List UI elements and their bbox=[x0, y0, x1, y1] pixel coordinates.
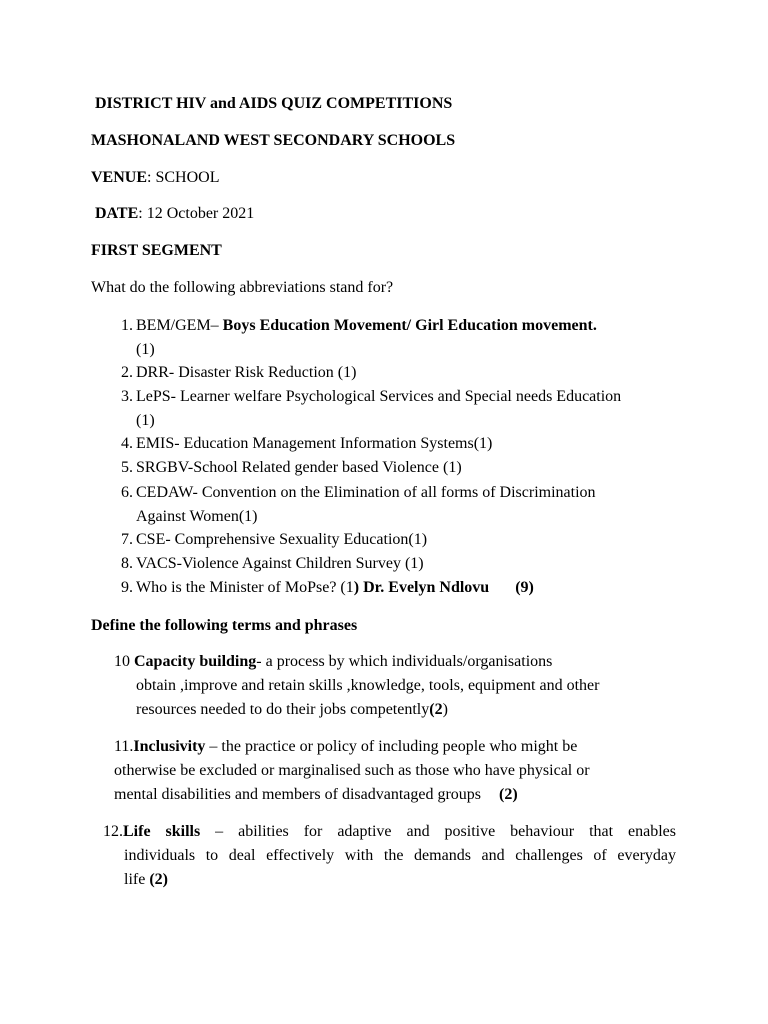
list-item: BEM/GEM– Boys Education Movement/ Girl Education movement. (1) bbox=[136, 317, 597, 358]
list-item: EMIS- Education Management Information Systems(1) bbox=[136, 435, 493, 452]
list-item: SRGBV-School Related gender based Violence (1) bbox=[136, 459, 462, 476]
list-item: CEDAW- Convention on the Elimination of all forms of Discrimination Against Women(1) bbox=[136, 484, 596, 525]
list-item-number: 5. bbox=[121, 459, 133, 476]
list-item: VACS-Violence Against Children Survey (1) bbox=[136, 555, 424, 572]
document-title: DISTRICT HIV and AIDS QUIZ COMPETITIONS bbox=[95, 95, 453, 112]
definition-line: otherwise be excluded or marginalised such as those who have physical or bbox=[114, 762, 590, 779]
list-item-number: 7. bbox=[121, 531, 133, 548]
list-item-number: 2. bbox=[121, 364, 133, 381]
definition-line: life (2) bbox=[124, 871, 168, 888]
list-item-number: 6. bbox=[121, 484, 133, 501]
segment-question: What do the following abbreviations stand for? bbox=[91, 279, 394, 296]
schools-heading: MASHONALAND WEST SECONDARY SCHOOLS bbox=[91, 132, 456, 149]
definition-line: obtain ,improve and retain skills ,knowledge, tools, equipment and other bbox=[136, 677, 600, 694]
definition-line: individuals to deal effectively with the demands and challenges of everyday bbox=[124, 847, 676, 864]
definition-line: mental disabilities and members of disadvantaged groups (2) bbox=[114, 786, 518, 803]
definition-line: 11.Inclusivity – the practice or policy of including people who might be bbox=[114, 738, 578, 755]
list-item-number: 4. bbox=[121, 435, 133, 452]
venue-line: VENUE: SCHOOL bbox=[91, 169, 220, 186]
list-item-number: 3. bbox=[121, 388, 133, 405]
list-item-number: 9. bbox=[121, 579, 133, 596]
list-item-number: 8. bbox=[121, 555, 133, 572]
definition-line: 10 Capacity building- a process by which individuals/organisations bbox=[114, 653, 553, 670]
list-item: Who is the Minister of MoPse? (1) Dr. Evelyn Ndlovu (9) bbox=[136, 579, 534, 596]
definitions-heading: Define the following terms and phrases bbox=[91, 617, 358, 634]
definition-line: resources needed to do their jobs competently(2) bbox=[136, 701, 448, 718]
date-line: DATE: 12 October 2021 bbox=[95, 205, 255, 222]
list-item-number: 1. bbox=[121, 317, 133, 334]
definition-line: 12.Life skills – abilities for adaptive and positive behaviour that enables bbox=[103, 823, 677, 840]
list-item: CSE- Comprehensive Sexuality Education(1) bbox=[136, 531, 428, 548]
list-item: DRR- Disaster Risk Reduction (1) bbox=[136, 364, 357, 381]
segment-title: FIRST SEGMENT bbox=[91, 242, 222, 259]
list-item: LePS- Learner welfare Psychological Services and Special needs Education (1) bbox=[136, 388, 622, 429]
